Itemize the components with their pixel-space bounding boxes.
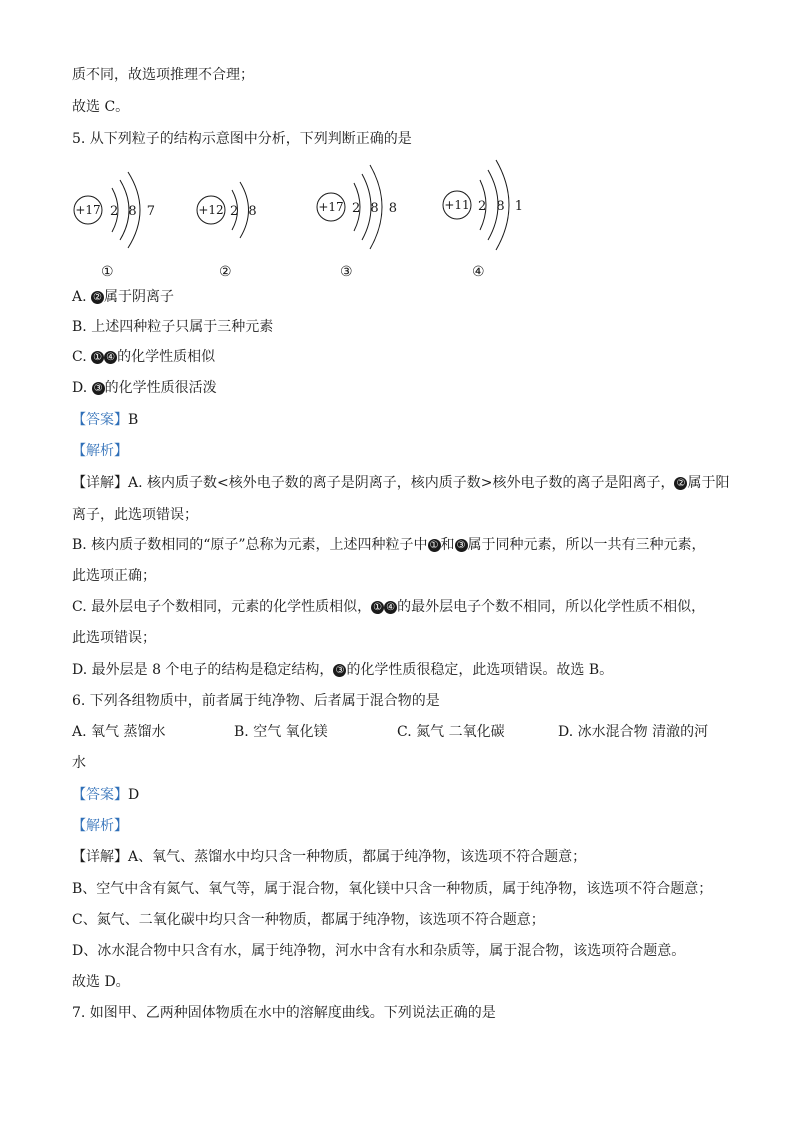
circled-number: ① [91,351,104,364]
q5-option-c: C. ① ④ 的化学性质相似 [72,349,216,365]
circled-number: ② [674,477,687,490]
q5-detail-line-6: 此选项错误； [72,630,156,646]
q6-option-b: B. 空气 氧化镁 [234,724,328,740]
particle-1-shells: 2 8 7 [110,204,159,219]
q6-option-a: A. 氧气 蒸馏水 [72,724,166,740]
question-5-stem: 5. 从下列粒子的结构示意图中分析，下列判断正确的是 [72,131,412,147]
q6-detail-line-2: B、空气中含有氮气、氧气等，属于混合物，氧化镁中只含一种物质，属于纯净物，该选项不符合题意； [72,881,713,897]
text-line: 质不同，故选项推理不合理； [72,67,254,83]
atomic-structure-diagrams [60,150,540,285]
q6-option-c: C. 氮气 二氧化碳 [397,724,505,740]
q6-detail-line-3: C、氮气、二氧化碳中均只含一种物质，都属于纯净物，该选项不符合题意； [72,912,545,928]
q6-detail-line-5: 故选 D。 [72,974,130,990]
particle-4-nucleus: +11 [444,198,470,212]
q6-answer: 【答案】D [72,787,140,803]
q5-analysis-heading: 【解析】 [72,443,128,459]
q5-answer: 【答案】B [72,412,139,428]
particle-4-diagram [443,160,526,280]
q6-detail-line-4: D、冰水混合物中只含有水，属于纯净物，河水中含有水和杂质等，属于混合物，该选项符合题意。 [72,943,686,959]
q5-option-b: B. 上述四种粒子只属于三种元素 [72,319,274,335]
circled-number: ② [91,291,104,304]
question-6-stem: 6. 下列各组物质中，前者属于纯净物、后者属于混合物的是 [72,693,440,709]
particle-1-nucleus: +17 [75,203,101,217]
q5-detail-line-1: 【详解】A. 核内质子数<核外电子数的离子是阴离子，核内质子数>核外电子数的离子是阳离子， ② 属于阳 [72,475,730,491]
circled-number: ③ [333,664,346,677]
circled-number: ① [428,539,441,552]
circled-number: ④ [104,351,117,364]
q5-option-d: D. ③ 的化学性质很活泼 [72,380,217,396]
q5-detail-line-4: 此选项正确； [72,568,156,584]
particle-2-diagram [197,182,260,280]
q5-detail-line-2: 离子，此选项错误； [72,507,198,523]
particle-1-label: ① [101,264,114,280]
q6-analysis-heading: 【解析】 [72,818,128,834]
text-line: 故选 C。 [72,99,130,115]
particle-3-label: ③ [340,264,353,280]
particle-2-nucleus: +12 [198,203,224,217]
circled-number: ④ [384,601,397,614]
circled-number: ① [371,601,384,614]
particle-1-diagram [74,172,158,280]
particle-4-label: ④ [472,264,485,280]
particle-2-shells: 2 8 [230,204,260,219]
q6-option-d: D. 冰水混合物 清澈的河 [558,724,709,740]
question-7-stem: 7. 如图甲、乙两种固体物质在水中的溶解度曲线。下列说法正确的是 [72,1005,496,1021]
particle-3-nucleus: +17 [318,200,344,214]
q5-detail-line-7: D. 最外层是 8 个电子的结构是稳定结构， ③ 的化学性质很稳定，此选项错误。故选 B。 [72,662,614,678]
q5-detail-line-3: B. 核内质子数相同的“原子”总称为元素，上述四种粒子中 ① 和 ③ 属于同种元素，所以一共有三种元素， [72,537,706,553]
q5-option-a: A. ② 属于阴离子 [72,289,175,305]
circled-number: ③ [455,539,468,552]
particle-4-shells: 2 8 1 [478,199,527,214]
particle-3-shells: 2 8 8 [352,201,401,216]
q6-option-d-continued: 水 [72,755,86,771]
particle-2-label: ② [219,264,232,280]
circled-number: ③ [92,382,105,395]
q5-detail-line-5: C. 最外层电子个数相同，元素的化学性质相似， ① ④ 的最外层电子个数不相同，所以化学性质不相似， [72,599,706,615]
particle-3-diagram [317,165,400,280]
q6-detail-line-1: 【详解】A、氧气、蒸馏水中均只含一种物质，都属于纯净物，该选项不符合题意； [72,849,587,865]
